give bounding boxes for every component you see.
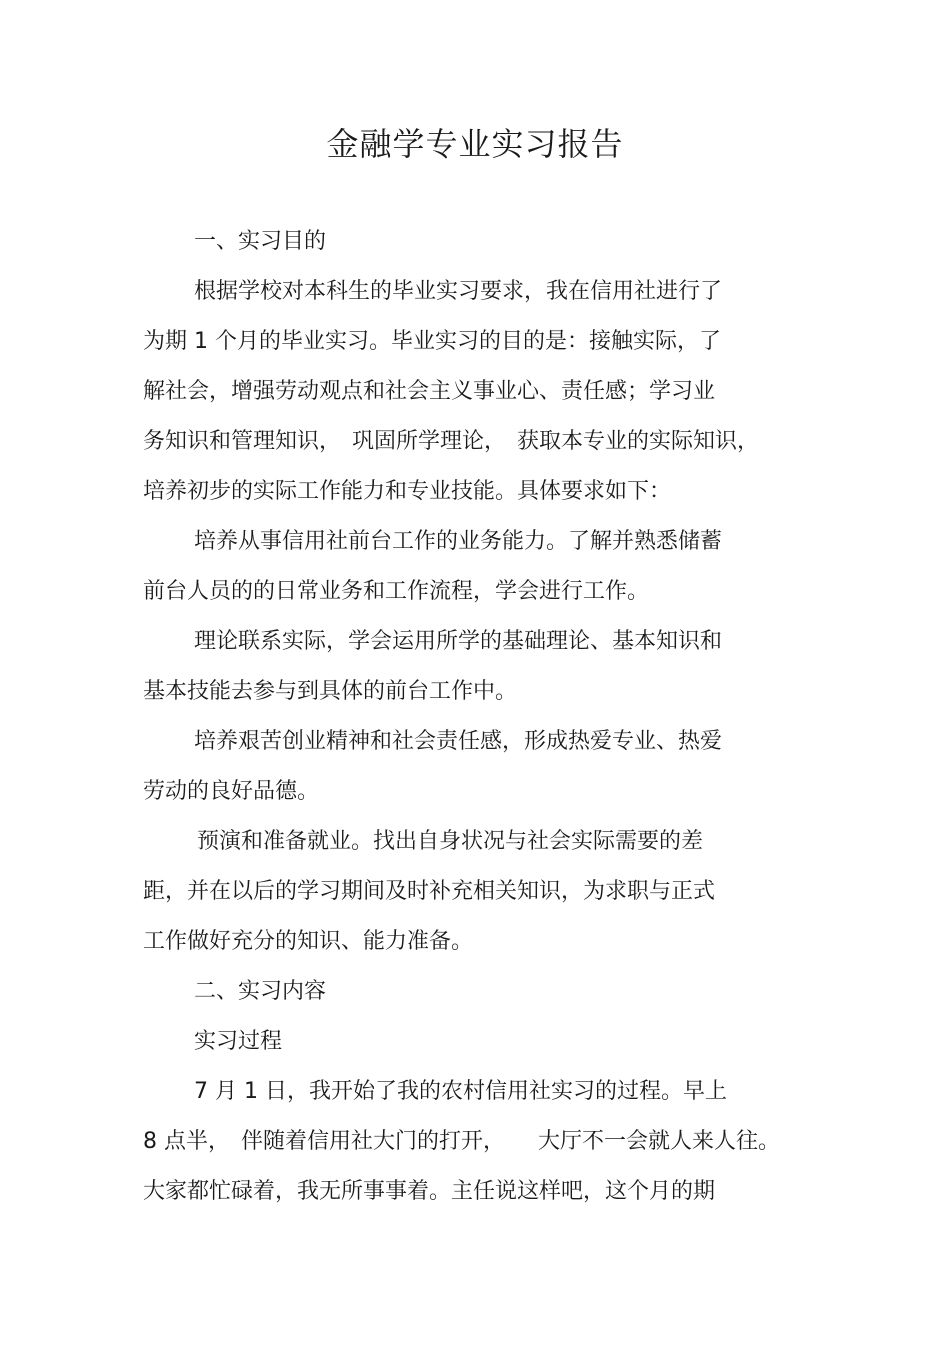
section-heading-content: 二、实习内容 bbox=[194, 979, 327, 1004]
text-line: 预演和准备就业。找出自身状况与社会实际需要的差 bbox=[197, 829, 704, 854]
text-line: 基本技能去参与到具体的前台工作中。 bbox=[143, 679, 518, 704]
section-heading-purpose: 一、实习目的 bbox=[194, 229, 327, 254]
text-line: 7 月 1 日，我开始了我的农村信用社实习的过程。早上 bbox=[194, 1079, 727, 1104]
text-line: 培养艰苦创业精神和社会责任感，形成热爱专业、热爱 bbox=[194, 729, 723, 754]
text-line: 为期 1 个月的毕业实习。毕业实习的目的是：接触实际，了 bbox=[143, 329, 721, 354]
text-line: 劳动的良好品德。 bbox=[143, 779, 320, 804]
text-line: 培养从事信用社前台工作的业务能力。了解并熟悉储蓄 bbox=[194, 529, 723, 554]
text-line: 根据学校对本科生的毕业实习要求，我在信用社进行了 bbox=[194, 279, 723, 304]
text-line: 大家都忙碌着，我无所事事着。主任说这样吧，这个月的期 bbox=[143, 1179, 716, 1204]
text-line: 解社会，增强劳动观点和社会主义事业心、责任感；学习业 bbox=[143, 379, 716, 404]
text-line: 工作做好充分的知识、能力准备。 bbox=[143, 929, 474, 954]
text-line: 前台人员的的日常业务和工作流程，学会进行工作。 bbox=[143, 579, 650, 604]
text-line: 距，并在以后的学习期间及时补充相关知识，为求职与正式 bbox=[143, 879, 716, 904]
text-line: 务知识和管理知识， 巩固所学理论， 获取本专业的实际知识， bbox=[143, 429, 760, 454]
text-line: 8 点半， 伴随着信用社大门的打开， 大厅不一会就人来人往。 bbox=[143, 1129, 780, 1154]
text-line: 培养初步的实际工作能力和专业技能。具体要求如下： bbox=[143, 479, 672, 504]
document-title: 金融学专业实习报告 bbox=[326, 125, 624, 163]
text-line: 理论联系实际，学会运用所学的基础理论、基本知识和 bbox=[194, 629, 723, 654]
subsection-heading-process: 实习过程 bbox=[194, 1029, 283, 1054]
